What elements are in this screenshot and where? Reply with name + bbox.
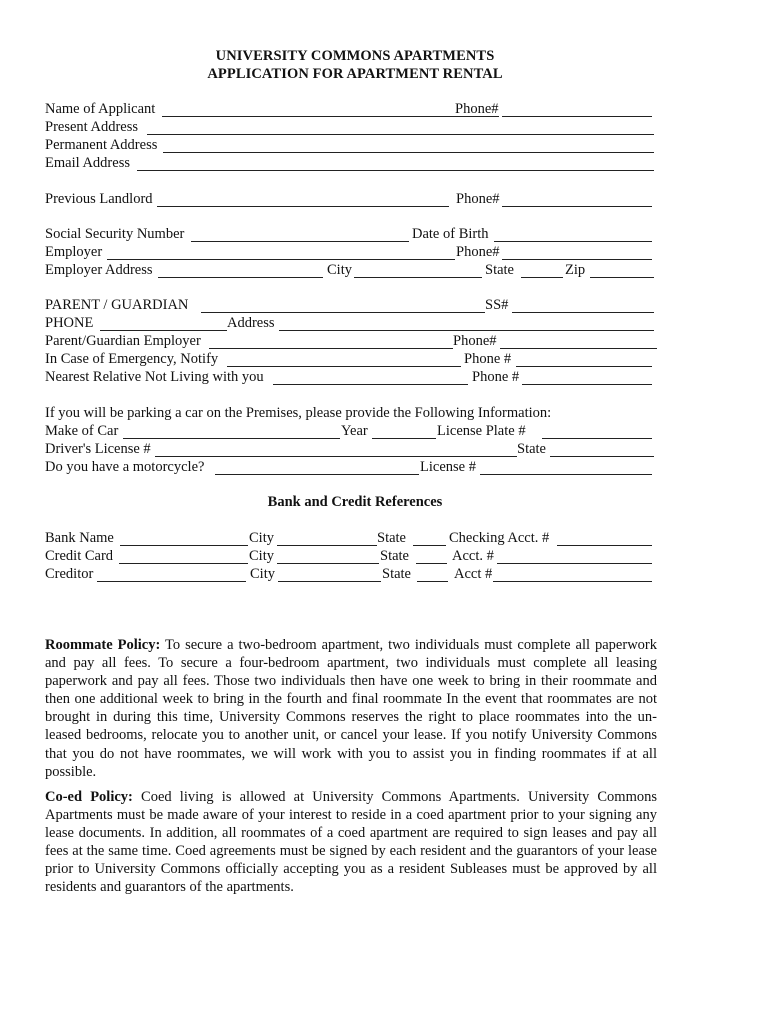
field-creditor[interactable] [97, 581, 246, 582]
field-license-plate[interactable] [542, 438, 652, 439]
field-creditor-state[interactable] [417, 581, 448, 582]
row-ssn [45, 226, 657, 244]
field-bank-name[interactable] [120, 545, 248, 546]
row-credit-card [45, 548, 657, 566]
field-card-city[interactable] [277, 563, 379, 564]
label-card-city: City [249, 548, 274, 564]
label-relative: Nearest Relative Not Living with you [45, 369, 264, 385]
vehicle-intro-text: If you will be parking a car on the Premises, please provide the Following Information: [45, 405, 552, 421]
label-bank-city: City [249, 530, 274, 546]
field-email-address[interactable] [137, 170, 654, 171]
row-make-of-car [45, 423, 657, 441]
label-make-of-car: Make of Car [45, 423, 119, 439]
coed-policy-title: Co-ed Policy: [45, 789, 133, 805]
field-employer[interactable] [107, 259, 455, 260]
field-car-year[interactable] [372, 438, 436, 439]
field-dob[interactable] [494, 241, 652, 242]
label-bank-name: Bank Name [45, 530, 114, 546]
field-motorcycle[interactable] [215, 474, 419, 475]
field-permanent-address[interactable] [163, 152, 654, 153]
label-guardian-ss: SS# [485, 297, 509, 313]
label-employer-state: State [485, 262, 514, 278]
roommate-policy-text: To secure a two-bedroom apartment, two individuals must complete all paperwork and pay all fees. To secure a four-bedroom apartment, two individuals must complete all leasing paperwork and pay all fees. Those two individuals then have one week to bring in their roommate and then one additional week to bring in the fourth and final roommate In the event that roommates are not brought in during this time, University Commons reserves the right to place roommates into the un-leased bedrooms, relocate you to another unit, or cancel your lease. If you notify University Commons that you do not have roommates, we will work with you to assist you in finding roommates if at all possible. [45, 637, 657, 780]
label-previous-landlord: Previous Landlord [45, 191, 153, 207]
field-employer-zip[interactable] [590, 277, 654, 278]
label-applicant-phone: Phone# [455, 101, 499, 117]
field-applicant-name[interactable] [162, 116, 499, 117]
label-bank-state: State [377, 530, 406, 546]
label-emergency-phone: Phone # [464, 351, 512, 367]
field-emergency[interactable] [227, 366, 461, 367]
row-guardian-employer [45, 333, 657, 351]
field-guardian-employer[interactable] [209, 348, 453, 349]
label-present-address: Present Address [45, 119, 139, 135]
label-creditor-city: City [250, 566, 275, 582]
label-motorcycle: Do you have a motorcycle? [45, 459, 205, 475]
row-drivers-license [45, 441, 657, 459]
label-creditor: Creditor [45, 566, 94, 582]
label-employer-zip: Zip [565, 262, 586, 278]
label-dob: Date of Birth [412, 226, 489, 242]
field-emergency-phone[interactable] [516, 366, 652, 367]
field-present-address[interactable] [147, 134, 654, 135]
label-drivers-license: Driver's License # [45, 441, 151, 457]
row-creditor [45, 566, 657, 584]
row-parent-guardian [45, 297, 657, 315]
field-creditor-acct[interactable] [493, 581, 652, 582]
field-employer-state[interactable] [521, 277, 563, 278]
label-checking-acct: Checking Acct. # [449, 530, 550, 546]
field-guardian-ss[interactable] [512, 312, 654, 313]
field-license-state[interactable] [550, 456, 654, 457]
row-emergency [45, 351, 657, 369]
row-present-address [45, 119, 657, 137]
field-make-of-car[interactable] [123, 438, 340, 439]
label-car-year: Year [341, 423, 368, 439]
field-bank-city[interactable] [277, 545, 377, 546]
coed-policy-text: Coed living is allowed at University Commons Apartments. University Commons Apartments must be made aware of your interest to reside in a coed apartment prior to your signing any lease documents. In addition, all roommates of a coed apartment are required to sign leases and pay all fees at the same time. Coed agreements must be signed by each resident and the guarantors of your lease prior to University Commons officially accepting you as a resident Subleases must be approved by all residents and guarantors of the apartments. [45, 789, 658, 896]
row-applicant-name [45, 101, 657, 119]
row-employer-address [45, 262, 657, 280]
field-drivers-license[interactable] [155, 456, 517, 457]
label-license-plate: License Plate # [437, 423, 526, 439]
label-parent-guardian: PARENT / GUARDIAN [45, 297, 189, 313]
label-relative-phone: Phone # [472, 369, 520, 385]
field-card-state[interactable] [416, 563, 447, 564]
form-subtitle: APPLICATION FOR APARTMENT RENTAL [207, 66, 503, 82]
label-employer-city: City [327, 262, 352, 278]
label-employer-phone: Phone# [456, 244, 500, 260]
field-creditor-city[interactable] [278, 581, 381, 582]
label-permanent-address: Permanent Address [45, 137, 158, 153]
row-permanent-address [45, 137, 657, 155]
label-guardian-employer-phone: Phone# [453, 333, 497, 349]
field-landlord-phone[interactable] [502, 206, 652, 207]
label-email-address: Email Address [45, 155, 130, 171]
field-card-acct[interactable] [497, 563, 652, 564]
row-relative [45, 369, 657, 387]
field-relative-phone[interactable] [522, 384, 652, 385]
field-bank-state[interactable] [413, 545, 446, 546]
field-employer-address[interactable] [158, 277, 323, 278]
label-creditor-acct: Acct # [454, 566, 493, 582]
form-title: UNIVERSITY COMMONS APARTMENTS [215, 48, 495, 64]
field-guardian-phone[interactable] [100, 330, 227, 331]
coed-policy [45, 788, 657, 897]
field-motorcycle-license[interactable] [480, 474, 652, 475]
row-email [45, 155, 657, 173]
label-motorcycle-license: License # [420, 459, 476, 475]
label-employer-address: Employer Address [45, 262, 153, 278]
label-name-of-applicant: Name of Applicant [45, 101, 156, 117]
field-previous-landlord[interactable] [157, 206, 449, 207]
field-guardian-employer-phone[interactable] [500, 348, 657, 349]
field-employer-phone[interactable] [502, 259, 652, 260]
row-previous-landlord [45, 191, 657, 209]
row-vehicle-intro [45, 405, 657, 423]
field-guardian-address[interactable] [279, 330, 654, 331]
label-ssn: Social Security Number [45, 226, 185, 242]
label-guardian-address: Address [227, 315, 275, 331]
field-employer-city[interactable] [354, 277, 482, 278]
label-employer: Employer [45, 244, 103, 260]
label-card-acct: Acct. # [452, 548, 494, 564]
label-card-state: State [380, 548, 409, 564]
field-applicant-phone[interactable] [502, 116, 652, 117]
row-motorcycle [45, 459, 657, 477]
roommate-policy-title: Roommate Policy: [45, 637, 161, 653]
label-guardian-phone: PHONE [45, 315, 94, 331]
label-landlord-phone: Phone# [456, 191, 500, 207]
field-checking-acct[interactable] [557, 545, 652, 546]
bank-heading: Bank and Credit References [267, 494, 443, 510]
label-license-state: State [517, 441, 546, 457]
label-guardian-employer: Parent/Guardian Employer [45, 333, 201, 349]
field-relative[interactable] [273, 384, 468, 385]
label-emergency: In Case of Emergency, Notify [45, 351, 219, 367]
row-guardian-phone [45, 315, 657, 333]
row-employer [45, 244, 657, 262]
label-credit-card: Credit Card [45, 548, 114, 564]
field-parent-guardian[interactable] [201, 312, 485, 313]
row-bank-name [45, 530, 657, 548]
roommate-policy [45, 636, 657, 781]
field-ssn[interactable] [191, 241, 409, 242]
label-creditor-state: State [382, 566, 411, 582]
field-credit-card[interactable] [119, 563, 248, 564]
